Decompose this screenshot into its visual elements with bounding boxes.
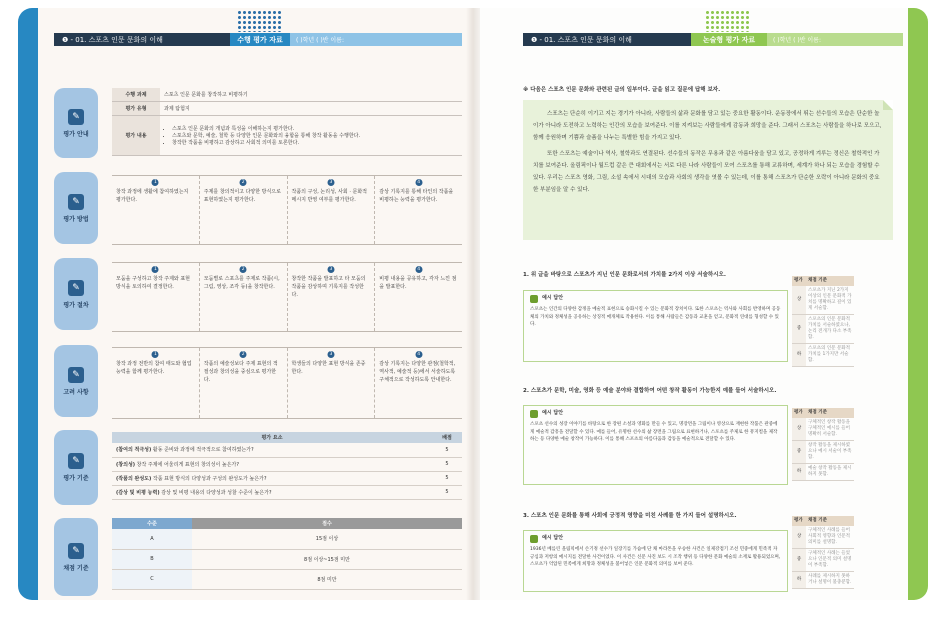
student-info[interactable]: ( )학년 ( )반 이름: <box>767 33 903 46</box>
unit-title-bar: ❶ - 01. 스포츠 인문 문화의 이해 <box>523 33 691 46</box>
side-method: ✎ 평가 방법 <box>54 172 98 244</box>
answer-icon <box>530 295 538 303</box>
unit-title-bar: ❶ - 01. 스포츠 인문 문화의 이해 <box>54 33 230 46</box>
reading-passage: 스포츠는 단순히 이기고 지는 경기가 아니라, 사람들의 삶과 문화를 담고 있는 중요한 활동이다. 운동장에서 뛰는 선수들의 모습은 단순한 놀이가 아니라 도전하고 노력하는 인간의 모습을 보여준다. 이를 지켜보는 사람들에게 감동과 희망을 준다. 그래서 스포츠는 사람들을 하나로 모으고, 함께 응원하며 기쁨과 슬픔을 나누는 특별한 힘을 가지고 있다. 또한 스포츠는 예술이나 역사, 철학과도 연결된다. 선수들의 동작은 무용과 같은 아름다움을 담고 있고, 공정하게 겨루는 정신은 철학적인 가치를 보여준다. 올림픽이나 월드컵 같은 큰 대회에서는 서로 다른 나라 사람들이 모여 스포츠를 통해 교류하며, 세계가 하나 되는 모습을 경험할 수 있다. 우리는 스포츠 영화, 그림, 소설 속에서 시대의 모습과 사회의 생각을 엿볼 수 있는데, 이를 통해 스포츠가 단순한 오락이 아니라 문화의 중요한 부분임을 알 수 있다. <box>523 100 893 240</box>
document-icon: ✎ <box>68 280 84 296</box>
document-icon: ✎ <box>68 367 84 383</box>
consider-steps: 1 창작 과정 전반의 참여 태도와 협업 능력을 함께 평가한다. 2 작품의 예술성보다 주제 표현의 적절성과 창의성을 중심으로 평가한다. 3 학생들의 다양한 표현 방식을 존중한다. 4 감상 기록지는 다양한 관점(철학적, 역사적, 예술적 등)에서 서술하도록 구체적으로 작성하도록 안내한다. <box>112 347 462 419</box>
performance-badge: 수행 평가 자료 <box>230 33 290 46</box>
answer-icon <box>530 410 538 418</box>
side-procedure: ✎ 평가 절차 <box>54 258 98 330</box>
scoring-table: 수준 점수 A 15점 이상 B 8점 이상~15점 미만 C 8점 미만 <box>112 518 462 590</box>
criteria-box-3: 평가 채점 기준 상 구체적인 사례를 들어 사회적 영향과 인문적 의미를 설명함. 중 구체적인 사례는 들었으나 인문적 의미 설명이 부족함. 하 사례를 제시하지 못하거나 설명이 불충분함. <box>792 516 854 589</box>
guide-table: 수행 과제 스포츠 인문 문화를 창작하고 비평하기 평가 유형 과제 탐험지 평가 내용 • 스포츠 인문 문화의 개념과 특성을 이해하는지 평가한다. • 스포츠와 문학, 예술, 철학 등 다양한 인문 문화와의 융합을 통해 창작 활동을 수행한다. • 창작한 작품을 비평하고 감상하고 사회적 의미를 토론한다. <box>112 88 462 156</box>
book-gutter <box>466 8 480 600</box>
answer-box-3: 예시 답안 1936년 베를린 올림픽에서 손기정 선수가 일장기를 가슴에 단 채 마라톤을 우승한 사건은 일제강점기 조선 민중에게 민족적 자긍심과 저항의 메시지를 전달한 사건이었다. 이 사건은 신문 사진 보도 시 조작 행위 등 다양한 문화 예술의 소재로 활용되었으며, 스포츠가 억압된 민족에게 희망과 정체성을 불어넣은 인문 문화적 의미를 보여 준다. <box>523 530 788 592</box>
essay-badge: 논술형 평가 자료 <box>691 33 767 46</box>
document-icon: ✎ <box>68 109 84 125</box>
method-steps: 1 창작 과정에 생활에 참여하였는지 평가한다. 2 주제를 창의적이고 다양한 방식으로 표현하였는지 평가한다. 3 작품의 구성, 논리성, 사회 · 문화적 메시지 반영 여부를 평가한다. 4 감상 기록지를 통해 타인의 작품을 비평하는 능력을 평가한다. <box>112 175 462 245</box>
answer-icon <box>530 535 538 543</box>
answer-box-2: 예시 답안 스포츠 선수의 성장 이야기를 바탕으로 한 장편 소설과 영화를 만들 수 있고, 명장면을 그림이나 영상으로 재현한 작품은 관중에게 예술적 감흥을 전달할 수 있다. 예를 들어, 유명한 선수의 삶 장면을 그림으로 표현하거나, 스포츠를 주제로 한 뮤지컬을 제작하는 등 다양한 예술 창작이 가능하다. 이를 통해 스포츠의 아름다움과 감동을 예술적으로 전달할 수 있다. <box>523 405 788 485</box>
side-consider: ✎ 고려 사항 <box>54 345 98 417</box>
side-scoring: ✎ 채점 기준 <box>54 518 98 596</box>
side-criteria: ✎ 평가 기준 <box>54 430 98 505</box>
question-2: 2. 스포츠가 문학, 미술, 영화 등 예술 분야와 결합하여 어떤 창작 활동이 가능한지 예를 들어 서술하시오. <box>523 388 777 394</box>
criteria-table: 평가 요소 배점 (참여의 적극성) 활동 준비와 과정에 적극적으로 참여하였는가? 5 (창의성) 창작 주제에 어울리게 표현의 창의성이 높은가? 5 (작품의 완성도) 작품 표현 방식의 다양성과 구성의 완성도가 높은가? 5 (감상 및 비평 능력) 감상 및 비평 내용의 다양성과 성찰 수준이 높은가? 5 <box>112 432 462 500</box>
student-info[interactable]: ( )학년 ( )반 이름: <box>290 33 462 46</box>
question-3: 3. 스포츠 인문 문화를 통해 사회에 긍정적 영향을 미친 사례를 한 가지 들어 설명하시오. <box>523 513 737 519</box>
dot-pattern <box>705 10 749 32</box>
right-edge-tab <box>906 8 928 600</box>
criteria-box-1: 평가 채점 기준 상 스포츠가 지닌 2가지 이상의 인문 문화적 가치를 명확하고 깊이 있게 서술함. 중 스포츠의 인문 문화적 가치를 서술하였으나, 논리 전개가 다소 부족함. 하 스포츠의 인문 문화적 가치를 1가지만 서술함. <box>792 276 854 367</box>
instruction: ※ 다음은 스포츠 인문 문화와 관련된 글의 일부이다. 글을 읽고 질문에 답해 보자. <box>523 87 721 93</box>
procedure-steps: 1 모둠을 구성하고 창작 주제와 표현 방식을 토의하여 결정한다. 2 모둠별로 스포츠를 주제로 작품(시, 그림, 영상, 조각 등)을 창작한다. 3 창작한 작품을 발표하고 타 모둠의 작품을 감상하며 기록지를 작성한다. 4 비평 내용을 공유하고, 각자 느낀 점을 발표한다. <box>112 262 462 332</box>
left-edge-tab <box>18 8 40 600</box>
criteria-box-2: 평가 채점 기준 상 구체적인 창작 활동을 구체적인 예시를 들어 명확히 서술함. 중 창작 활동을 제시하였으나 예시 서술이 부족함. 하 예술 창작 활동을 제시하지 못함. <box>792 408 854 481</box>
side-guide: ✎ 평가 안내 <box>54 88 98 158</box>
document-icon: ✎ <box>68 194 84 210</box>
document-icon: ✎ <box>68 543 84 559</box>
question-1: 1. 위 글을 바탕으로 스포츠가 지닌 인문 문화로서의 가치를 2가지 이상 서술하시오. <box>523 272 726 278</box>
dot-pattern <box>237 10 281 32</box>
answer-box-1: 예시 답안 스포츠는 인간의 다양한 감정을 예술적 표현으로 승화시킬 수 있는 문화적 장치이다. 또한 스포츠는 역사와 사회를 반영하며 공동체의 가치와 정체성을 공유하는 상징적 매개체로 작용한다. 이를 통해 사람들은 감동과 교훈을 얻고, 문화적 연대를 형성할 수 있다. <box>523 290 788 362</box>
document-icon: ✎ <box>68 453 84 469</box>
